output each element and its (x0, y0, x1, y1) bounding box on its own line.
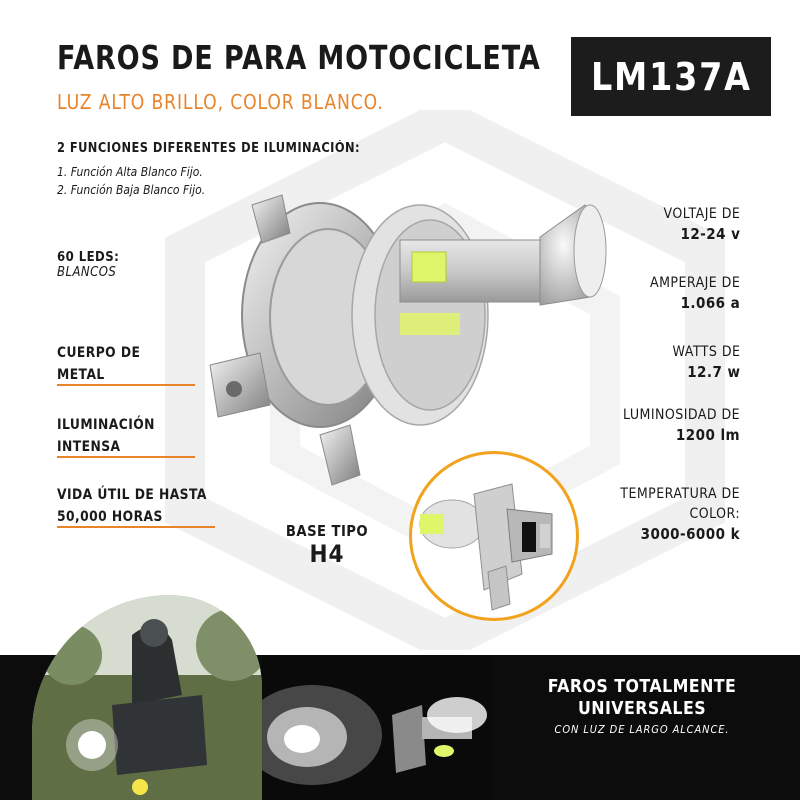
bulb-side-view-image (409, 451, 579, 621)
spec-value: 12-24 v (680, 225, 740, 243)
universal-tagline: CON LUZ DE LARGO ALCANCE. (554, 723, 730, 736)
base-type-caption: BASE TIPO (285, 522, 369, 540)
bulb-side-view-illustration (412, 454, 579, 621)
motorcycle-rider-illustration (32, 595, 262, 800)
model-code: LM137A (590, 54, 752, 99)
base-type-value: H4 (309, 540, 345, 568)
feature-underline (57, 526, 215, 528)
universal-line: UNIVERSALES (577, 698, 707, 719)
spec-voltage (655, 204, 740, 244)
spec-label: WATTS DE (672, 344, 740, 360)
spec-label: COLOR: (689, 506, 740, 522)
feature-underline (57, 456, 195, 458)
page-subtitle: LUZ ALTO BRILLO, COLOR BLANCO. (57, 90, 384, 114)
base-type-label (272, 522, 382, 568)
leds-color: BLANCOS (57, 265, 117, 280)
leds-count: 60 LEDS: (57, 250, 120, 265)
feature-underline (57, 384, 195, 386)
feature-line: ILUMINACIÓN (57, 417, 155, 433)
spec-value: 12.7 w (686, 363, 740, 381)
headlight-beam-photo (262, 655, 382, 800)
function-item: 1. Función Alta Blanco Fijo. (57, 165, 203, 179)
feature-line: CUERPO DE (57, 345, 141, 361)
spec-color-temperature (607, 484, 740, 544)
motorcycle-rider-photo (32, 595, 262, 800)
feature-metal-body (57, 342, 152, 386)
spec-label: TEMPERATURA DE (620, 486, 740, 502)
spec-value: 3000-6000 k (640, 525, 740, 543)
universal-line: FAROS TOTALMENTE (547, 676, 737, 697)
feature-lifetime (57, 484, 227, 528)
model-badge (571, 37, 771, 116)
spec-label: AMPERAJE DE (649, 275, 740, 291)
spec-label: LUMINOSIDAD DE (622, 407, 740, 423)
page-title: FAROS DE PARA MOTOCICLETA (57, 38, 541, 77)
universal-fit-message (512, 676, 772, 736)
spec-value: 1.066 a (680, 294, 740, 312)
spec-label: VOLTAJE DE (663, 206, 740, 222)
feature-intense-light (57, 414, 168, 458)
spec-value: 1200 lm (675, 426, 740, 444)
feature-line: 50,000 HORAS (57, 509, 163, 525)
leds-block (57, 250, 119, 280)
feature-line: VIDA ÚTIL DE HASTA (57, 487, 207, 503)
function-item: 2. Función Baja Blanco Fijo. (57, 183, 206, 197)
spec-amperage (640, 273, 740, 313)
feature-line: METAL (57, 367, 105, 383)
feature-line: INTENSA (57, 439, 121, 455)
bulb-lit-photo (382, 655, 492, 800)
spec-watts (665, 342, 740, 382)
bulb-lit-illustration (382, 655, 492, 800)
functions-list (57, 163, 205, 199)
headlight-beam-illustration (262, 655, 382, 800)
functions-heading: 2 FUNCIONES DIFERENTES DE ILUMINACIÓN: (57, 141, 361, 156)
spec-luminosity (610, 405, 740, 445)
h4-led-bulb-image (190, 185, 620, 495)
